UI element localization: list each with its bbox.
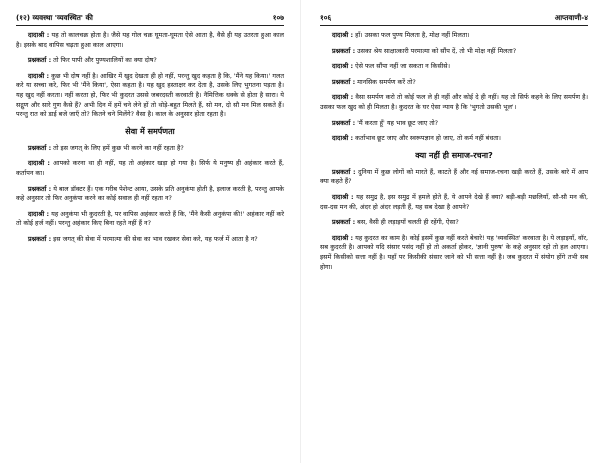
dialogue-paragraph [16, 159, 284, 178]
speaker-label: प्रश्नकर्ता : [332, 77, 356, 86]
dialogue-text: बस, वैसी ही लड़ाइयाँ चलती ही रहेंगी, ऐसा? [355, 218, 459, 227]
right-page-body [320, 31, 588, 272]
left-page-body [16, 31, 284, 245]
speaker-label: दादाश्री : [332, 233, 354, 242]
left-running-title: (१२) व्यवस्था 'व्यवस्थित' की [16, 13, 93, 22]
dialogue-text: वैसा समर्पण करो तो कोई फल ले ही नहीं और कोई दे ही नहीं। यह तो सिर्फ कहने के लिए समर्पण है। उसका फल खुद को ही मिलता है। कुदरत के घर ऐसा न्याय है कि 'भुगतो उसकी भूल'। [320, 93, 588, 111]
dialogue-paragraph [16, 144, 284, 154]
speaker-label: दादाश्री : [28, 209, 50, 218]
speaker-label: प्रश्नकर्ता : [28, 234, 52, 243]
speaker-label: दादाश्री : [332, 93, 354, 102]
dialogue-text: कर्ताभाव छूट जाए और स्वरूपज्ञान हो जाए, तो कर्म नहीं बंधता। [353, 134, 501, 143]
right-page-header [320, 13, 588, 26]
speaker-label: प्रश्नकर्ता : [332, 167, 356, 176]
speaker-label: प्रश्नकर्ता : [28, 56, 52, 65]
dialogue-paragraph [320, 78, 588, 88]
dialogue-text: यह अनुकंपा भी कुदरती है, पर वापिस अहंकार करते हैं कि, 'मैंने कैसी अनुकंपा की!' अहंकार नहीं करे तो कोई हर्ज नहीं। परन्तु अहंकार किए बिना रहते नहीं हैं न? [16, 209, 284, 228]
speaker-label: दादाश्री : [332, 31, 354, 39]
dialogue-paragraph [16, 210, 284, 229]
right-page-number: १०६ [320, 13, 332, 22]
dialogue-paragraph [16, 185, 284, 204]
dialogue-text: यह तो कालचक्र होता है। जैसे यह गोल चक्र घूमता-घूमता ऐसे आता है, वैसे ही यह उतरता हुआ काल है। इसके बाद वापिस चढ़ता हुआ काल आएगा। [16, 31, 284, 49]
dialogue-paragraph [320, 31, 588, 41]
dialogue-text: हाँ। उसका फल पुण्य मिलता है, मोक्ष नहीं मिलता। [353, 31, 470, 39]
speaker-label: दादाश्री : [28, 31, 50, 39]
dialogue-paragraph [320, 234, 588, 272]
dialogue-text: ये बाल डॉक्टर हैं। एक गरीब पेशेन्ट आया, उसके प्रति अनुकंपा होती है, इलाज करती है, परन्तु आपके कहे अनुसार तो फिर अनुकंपा करने का कोई सवाल ही नहीं रहता न? [16, 184, 284, 203]
speaker-label: प्रश्नकर्ता : [28, 143, 52, 152]
section-heading: सेवा में समर्पणता [125, 126, 175, 136]
dialogue-text: कुछ भी दोष नहीं है। आखिर में खुद देखता ही हो नहीं, परन्तु खुद कहता है कि, 'मैंने यह किया।' गलत करे या सच्चा करे, फिर भी 'मैंने किया', ऐसा कहता है। यह खुद हस्ताक्षर कर देता है, उसके लिए भुगतना पड़ता है। यह खुद नहीं करता। नहीं करता हो, फिर भी कुदरत उससे जबरदस्ती करवाती है। नैमित्तिक धक्के से होता है सारा। ये सद्गुण और सारे गुण कैसे हैं? अभी दिन में हमें चने लेने हों तो थोड़े-बहुत मिलते हैं, सो मन, दो सौ मन मिल सकते हैं। परन्तु रात को डाई बजे जाएँ तो? कितने चने मिलेंगे? वैसा है। काल के अनुसार होता रहता है। [16, 71, 284, 119]
dialogue-text: इस जगत् की सेवा में परमात्मा की सेवा का भाव रखकर सेवा करे, यह फर्ज में आता है न? [51, 234, 258, 243]
dialogue-text: 'मैं करता हूँ' यह भाव छूट जाए तो? [355, 118, 439, 127]
left-page-number: १०७ [272, 13, 284, 22]
dialogue-paragraph [320, 119, 588, 129]
speaker-label: प्रश्नकर्ता : [332, 118, 356, 127]
dialogue-text: दुनिया में कुछ लोगों को मारते हैं, काटते हैं और नई समाज-रचना खड़ी करते हैं, उसके बारे में आप क्या कहते हैं? [320, 167, 589, 186]
speaker-label: प्रश्नकर्ता : [28, 184, 52, 193]
right-page [320, 0, 588, 463]
dialogue-text: ऐसे फल सौंपा नहीं जा सकता न किसीसे। [353, 62, 451, 71]
speaker-label: प्रश्नकर्ता : [332, 46, 356, 55]
left-page [16, 0, 284, 463]
left-page-header [16, 13, 284, 26]
section-heading: क्या नहीं ही समाज-रचना? [415, 150, 493, 160]
dialogue-paragraph [320, 62, 588, 72]
speaker-label: दादाश्री : [332, 192, 354, 201]
dialogue-paragraph [320, 218, 588, 228]
dialogue-paragraph [320, 134, 588, 144]
dialogue-paragraph [320, 47, 588, 57]
speaker-label: दादाश्री : [28, 159, 50, 168]
book-gutter [300, 0, 301, 463]
speaker-label: दादाश्री : [332, 134, 354, 143]
dialogue-paragraph [16, 31, 284, 50]
speaker-label: प्रश्नकर्ता : [332, 218, 356, 227]
dialogue-paragraph [320, 193, 588, 212]
dialogue-paragraph [16, 235, 284, 245]
dialogue-text: यह समुद्र है, इस समुद्र में हमले होते हैं, ये आपने देखे हैं क्या? बड़ी-बड़ी मछलियाँ, सौ-सौ मन की, दस-दस मन की, अंदर हो अंदर लड़ती हैं, यह सब देखा है आपने? [320, 192, 589, 211]
right-running-title: आप्तवाणी-४ [554, 13, 588, 22]
dialogue-paragraph [16, 72, 284, 120]
dialogue-text: मानसिक समर्पण करें तो? [355, 77, 416, 86]
dialogue-text: तो इस जगत् के लिए हमें कुछ भी करने का नहीं रहता है? [51, 143, 184, 152]
dialogue-text: आपको करना था ही नहीं, यह तो अहंकार खड़ा हो गया है। सिर्फ ये मनुष्य ही अहंकार करते हैं, कर्तापन का। [16, 159, 284, 177]
dialogue-paragraph [16, 56, 284, 66]
dialogue-text: यह कुदरत का काम है। कोई इसमें कुछ नहीं करते बेचारे! यह 'व्यवस्थित' करवाता है। ये लड़ाइयाँ, वॉर, सब कुदरती है। आपको यदि संसार पसंद नहीं हो तो अकर्ता होकर, 'ज्ञानी पुरुष' के कहे अनुसार रहो तो हल आएगा। इसमें किसीको सत्ता नहीं है। यहाँ पर किसीकी संसार जाने को भी सत्ता नहीं है। जब कुदरत में संयोग होंगे तभी सब होगा। [320, 233, 589, 271]
dialogue-text: उसका श्रेय साक्षात्कारी परमात्मा को सौंप दें, तो भी मोक्ष नहीं मिलता? [355, 46, 517, 55]
speaker-label: दादाश्री : [332, 62, 354, 71]
dialogue-paragraph [320, 93, 588, 112]
dialogue-paragraph [320, 168, 588, 187]
speaker-label: दादाश्री : [28, 71, 50, 80]
dialogue-text: तो फिर पापी और पुण्यशालियों का क्या दोष? [51, 56, 157, 65]
